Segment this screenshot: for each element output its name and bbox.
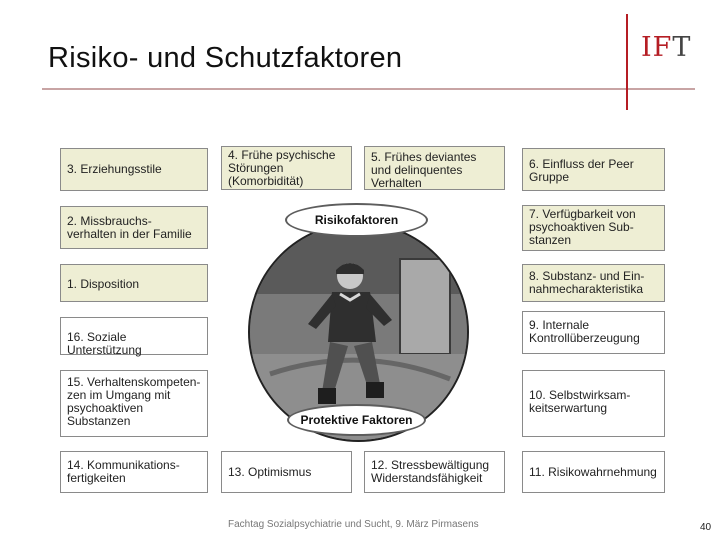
page-title: Risiko- und Schutzfaktoren <box>48 42 403 74</box>
protective-factor-14: 14. Kommunikations- fertigkeiten <box>60 451 208 493</box>
risk-factor-2: 2. Missbrauchs- verhalten in der Familie <box>60 206 208 249</box>
logo-accent: IF <box>641 32 673 63</box>
protective-factor-10: 10. Selbstwirksam- keitserwartung <box>522 370 665 437</box>
protective-factor-13: 13. Optimismus <box>221 451 352 493</box>
risk-factor-1: 1. Disposition <box>60 264 208 302</box>
risk-factor-5: 5. Frühes deviantes und delinquentes Verhalten <box>364 146 505 190</box>
risk-factor-4: 4. Frühe psychische Störungen (Komorbidität) <box>221 146 352 190</box>
protective-factor-16: 16. Soziale Unterstützung <box>60 317 208 355</box>
risk-factor-7: 7. Verfügbarkeit von psychoaktiven Sub- stanzen <box>522 205 665 251</box>
title-divider <box>42 88 695 90</box>
risk-factor-8: 8. Substanz- und Ein- nahmecharakteristika <box>522 264 665 302</box>
protective-factor-15: 15. Verhaltenskompeten- zen im Umgang mit psychoaktiven Substanzen <box>60 370 208 437</box>
footer-text: Fachtag Sozialpsychiatrie und Sucht, 9. März Pirmasens <box>228 519 479 530</box>
risk-factor-6: 6. Einfluss der Peer Gruppe <box>522 148 665 191</box>
ift-logo <box>641 32 691 63</box>
risk-factor-3: 3. Erziehungsstile <box>60 148 208 191</box>
risk-factors-label: Risikofaktoren <box>285 203 428 237</box>
logo-rest: T <box>672 32 692 63</box>
logo-divider <box>626 14 628 110</box>
protective-factor-9: 9. Internale Kontrollüberzeugung <box>522 311 665 354</box>
protective-factors-label: Protektive Faktoren <box>287 404 426 436</box>
page-number: 40 <box>700 522 712 533</box>
protective-factor-11: 11. Risikowahrnehmung <box>522 451 665 493</box>
protective-factor-12: 12. Stressbewältigung Widerstandsfähigkeit <box>364 451 505 493</box>
